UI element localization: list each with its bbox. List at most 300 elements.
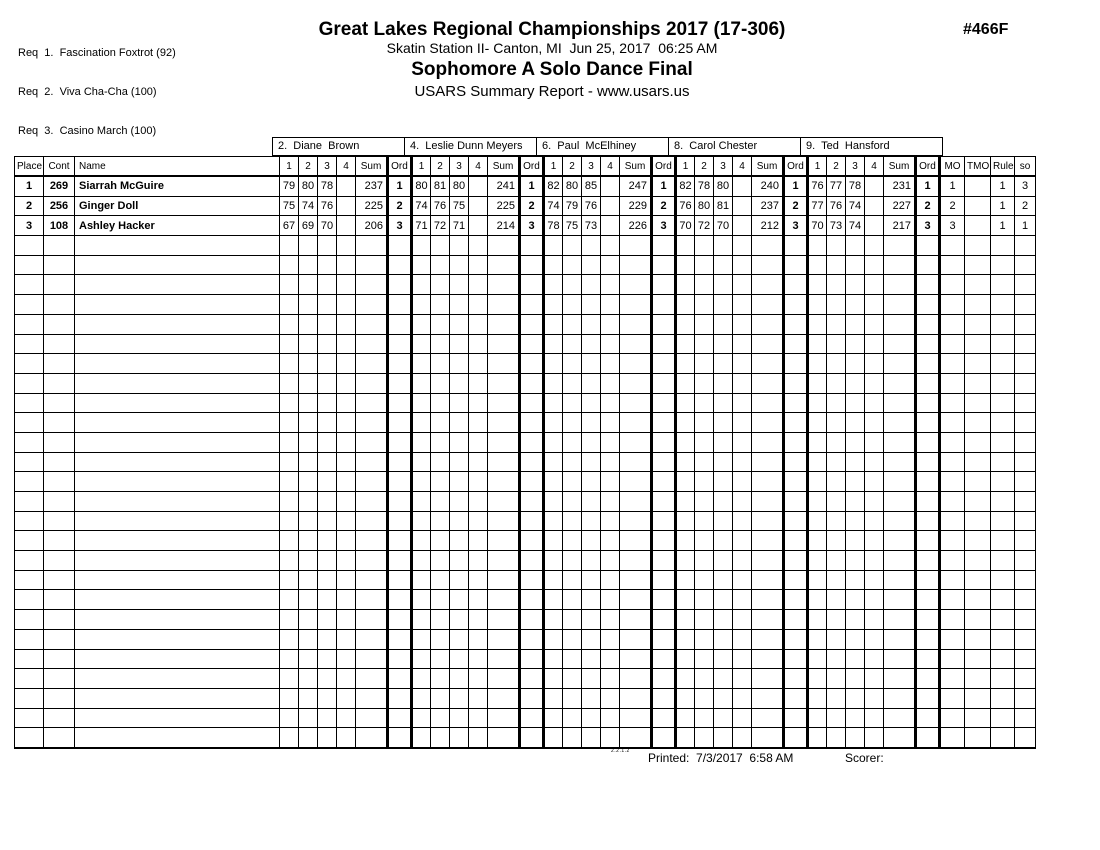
score-cell (695, 236, 714, 256)
score-cell (299, 610, 318, 630)
score-cell (846, 373, 865, 393)
score-cell (431, 669, 450, 689)
score-cell (280, 236, 299, 256)
ordinal-cell (652, 688, 676, 708)
score-cell (582, 452, 601, 472)
score-cell (337, 452, 356, 472)
sum-cell (488, 432, 520, 452)
score-cell (412, 669, 431, 689)
score-cell (318, 432, 337, 452)
sum-cell (884, 413, 916, 433)
score-cell (469, 452, 488, 472)
ordinal-cell (652, 314, 676, 334)
score-cell (318, 452, 337, 472)
sum-cell (356, 314, 388, 334)
empty-table-row (15, 393, 1036, 413)
score-cell (582, 413, 601, 433)
score-cell (827, 236, 846, 256)
empty-table-row (15, 649, 1036, 669)
sum-cell (620, 236, 652, 256)
skater-name-cell (75, 373, 280, 393)
score-cell (846, 432, 865, 452)
score-cell (412, 472, 431, 492)
empty-table-row (15, 570, 1036, 590)
scorer-label: Scorer: (845, 751, 884, 765)
score-cell (582, 629, 601, 649)
mo-cell (940, 531, 965, 551)
score-cell (582, 551, 601, 571)
tmo-cell (965, 236, 991, 256)
score-cell: 67 (280, 216, 299, 236)
score-cell (299, 393, 318, 413)
score-cell (714, 373, 733, 393)
score-cell: 80 (450, 176, 469, 196)
score-cell (412, 432, 431, 452)
rule-cell (991, 334, 1015, 354)
score-cell (582, 610, 601, 630)
rule-cell (991, 590, 1015, 610)
score-cell: 79 (280, 176, 299, 196)
ordinal-cell (916, 314, 940, 334)
col-header-sum: Sum (620, 157, 652, 177)
ordinal-cell (784, 295, 808, 315)
col-header-sum: Sum (752, 157, 784, 177)
score-cell (865, 511, 884, 531)
score-cell (280, 255, 299, 275)
sum-cell (488, 295, 520, 315)
score-cell (412, 373, 431, 393)
rule-cell (991, 452, 1015, 472)
score-cell (827, 629, 846, 649)
score-cell (469, 196, 488, 216)
score-cell: 81 (714, 196, 733, 216)
score-cell (733, 255, 752, 275)
tmo-cell (965, 216, 991, 236)
empty-table-row (15, 295, 1036, 315)
score-cell (412, 610, 431, 630)
score-cell (412, 570, 431, 590)
score-cell (469, 551, 488, 571)
score-cell (337, 373, 356, 393)
tmo-cell (965, 255, 991, 275)
skater-name-cell (75, 472, 280, 492)
sum-cell (356, 688, 388, 708)
score-cell (601, 728, 620, 748)
score-cell (865, 216, 884, 236)
mo-cell: 2 (940, 196, 965, 216)
ordinal-cell (652, 452, 676, 472)
score-cell (412, 511, 431, 531)
score-cell (469, 236, 488, 256)
score-cell (563, 432, 582, 452)
ordinal-cell (916, 551, 940, 571)
score-cell (431, 610, 450, 630)
tmo-cell (965, 570, 991, 590)
skater-name-cell: Ashley Hacker (75, 216, 280, 236)
score-cell (563, 610, 582, 630)
ordinal-cell (520, 373, 544, 393)
ordinal-cell (652, 295, 676, 315)
contestant-number-cell (44, 708, 75, 728)
ordinal-cell (652, 708, 676, 728)
score-cell (827, 432, 846, 452)
sum-cell (752, 728, 784, 748)
score-cell (318, 570, 337, 590)
score-cell (601, 472, 620, 492)
score-cell (412, 590, 431, 610)
score-cell (695, 255, 714, 275)
score-cell (676, 432, 695, 452)
score-cell (846, 570, 865, 590)
sum-cell (620, 728, 652, 748)
score-cell (695, 590, 714, 610)
contestant-number-cell (44, 610, 75, 630)
tmo-cell (965, 452, 991, 472)
score-cell (469, 629, 488, 649)
score-cell (733, 413, 752, 433)
score-cell (695, 649, 714, 669)
sum-cell (752, 255, 784, 275)
score-cell (714, 511, 733, 531)
score-cell (469, 492, 488, 512)
sum-cell: 206 (356, 216, 388, 236)
page-title: Great Lakes Regional Championships 2017 (17-306) (318, 19, 786, 40)
score-cell (733, 492, 752, 512)
score-cell (299, 236, 318, 256)
score-cell (695, 629, 714, 649)
score-cell: 77 (827, 176, 846, 196)
contestant-number-cell (44, 236, 75, 256)
score-cell (865, 373, 884, 393)
score-cell: 75 (563, 216, 582, 236)
place-cell (15, 314, 44, 334)
sum-cell (356, 275, 388, 295)
sum-cell (884, 728, 916, 748)
place-cell (15, 590, 44, 610)
score-cell (412, 314, 431, 334)
sum-cell (620, 354, 652, 374)
score-cell (469, 275, 488, 295)
score-cell (280, 570, 299, 590)
so-cell (1015, 728, 1036, 748)
tmo-cell (965, 708, 991, 728)
sum-cell (884, 590, 916, 610)
so-cell (1015, 314, 1036, 334)
mo-cell (940, 354, 965, 374)
col-header-score: 4 (733, 157, 752, 177)
score-cell (865, 551, 884, 571)
score-cell (563, 255, 582, 275)
ordinal-cell: 1 (784, 176, 808, 196)
score-cell (469, 432, 488, 452)
score-cell (450, 314, 469, 334)
sum-cell: 212 (752, 216, 784, 236)
score-cell (827, 649, 846, 669)
skater-name-cell (75, 629, 280, 649)
score-cell (695, 551, 714, 571)
sum-cell (752, 708, 784, 728)
score-cell (431, 334, 450, 354)
empty-table-row (15, 373, 1036, 393)
score-cell (337, 314, 356, 334)
score-cell: 75 (450, 196, 469, 216)
skater-name-cell (75, 393, 280, 413)
ordinal-cell (652, 432, 676, 452)
contestant-number-cell (44, 629, 75, 649)
so-cell (1015, 551, 1036, 571)
skater-name-cell: Ginger Doll (75, 196, 280, 216)
score-cell (563, 728, 582, 748)
score-cell (318, 334, 337, 354)
score-cell (846, 511, 865, 531)
sum-cell (356, 236, 388, 256)
score-cell (280, 413, 299, 433)
mo-cell (940, 492, 965, 512)
ordinal-cell: 2 (784, 196, 808, 216)
ordinal-cell (520, 511, 544, 531)
sum-cell (884, 649, 916, 669)
score-cell (318, 708, 337, 728)
so-cell (1015, 570, 1036, 590)
score-cell (544, 531, 563, 551)
ordinal-cell (916, 728, 940, 748)
ordinal-cell (520, 452, 544, 472)
score-cell (280, 373, 299, 393)
score-cell (469, 334, 488, 354)
rule-cell (991, 629, 1015, 649)
score-cell (412, 492, 431, 512)
score-cell (808, 649, 827, 669)
sum-cell (356, 669, 388, 689)
sum-cell (884, 314, 916, 334)
score-cell (865, 413, 884, 433)
ordinal-cell: 3 (388, 216, 412, 236)
sum-cell (884, 275, 916, 295)
score-cell (733, 216, 752, 236)
ordinal-cell (652, 236, 676, 256)
score-cell (714, 452, 733, 472)
so-cell (1015, 236, 1036, 256)
sum-cell (356, 334, 388, 354)
contestant-number-cell (44, 275, 75, 295)
score-cell (714, 649, 733, 669)
score-cell (865, 393, 884, 413)
sum-cell (884, 629, 916, 649)
score-cell (676, 472, 695, 492)
rule-cell (991, 511, 1015, 531)
score-cell (582, 393, 601, 413)
sum-cell (620, 255, 652, 275)
score-cell (337, 688, 356, 708)
score-cell (280, 688, 299, 708)
sum-cell (752, 649, 784, 669)
ordinal-cell: 1 (652, 176, 676, 196)
score-cell (714, 688, 733, 708)
place-cell (15, 255, 44, 275)
place-cell (15, 373, 44, 393)
empty-table-row (15, 413, 1036, 433)
score-cell (450, 373, 469, 393)
sum-cell (488, 590, 520, 610)
score-cell (469, 176, 488, 196)
score-cell (469, 373, 488, 393)
score-cell (299, 649, 318, 669)
ordinal-cell (784, 590, 808, 610)
place-cell (15, 413, 44, 433)
place-cell (15, 275, 44, 295)
skater-name-cell (75, 354, 280, 374)
ordinal-cell (388, 413, 412, 433)
score-cell (431, 629, 450, 649)
score-cell (676, 629, 695, 649)
contestant-number-cell (44, 511, 75, 531)
so-cell (1015, 688, 1036, 708)
score-cell (676, 511, 695, 531)
score-cell (733, 590, 752, 610)
sum-cell (884, 531, 916, 551)
score-cell (544, 629, 563, 649)
score-cell (318, 393, 337, 413)
ordinal-cell (784, 393, 808, 413)
score-cell (582, 432, 601, 452)
ordinal-cell (520, 255, 544, 275)
score-cell (733, 393, 752, 413)
score-cell (808, 629, 827, 649)
score-cell (865, 334, 884, 354)
ordinal-cell (388, 432, 412, 452)
score-cell (808, 531, 827, 551)
score-cell (582, 492, 601, 512)
score-cell (676, 708, 695, 728)
score-cell (431, 551, 450, 571)
score-cell (865, 472, 884, 492)
score-cell (601, 432, 620, 452)
score-cell (676, 610, 695, 630)
place-cell (15, 432, 44, 452)
score-cell (563, 570, 582, 590)
software-version: 2.2.1.2 (611, 748, 630, 754)
sum-cell (884, 373, 916, 393)
sum-cell (884, 236, 916, 256)
ordinal-cell (388, 472, 412, 492)
judge-header-box: 6. Paul McElhiney (536, 137, 679, 156)
score-cell (450, 492, 469, 512)
mo-cell (940, 511, 965, 531)
place-cell (15, 511, 44, 531)
score-cell (431, 255, 450, 275)
score-cell (676, 334, 695, 354)
score-cell (431, 236, 450, 256)
tmo-cell (965, 511, 991, 531)
score-cell (733, 669, 752, 689)
skater-name-cell (75, 413, 280, 433)
score-cell (676, 393, 695, 413)
score-cell (865, 432, 884, 452)
score-cell (733, 334, 752, 354)
so-cell (1015, 669, 1036, 689)
score-cell (865, 196, 884, 216)
score-cell (846, 275, 865, 295)
score-cell (582, 531, 601, 551)
sum-cell (884, 492, 916, 512)
score-cell (827, 295, 846, 315)
sum-cell (488, 393, 520, 413)
score-cell (318, 492, 337, 512)
sum-cell: 240 (752, 176, 784, 196)
score-cell: 70 (318, 216, 337, 236)
col-header-tmo: TMO (965, 157, 991, 177)
score-cell (431, 728, 450, 748)
score-cell (865, 531, 884, 551)
empty-table-row (15, 590, 1036, 610)
score-cell (582, 649, 601, 669)
score-cell (318, 236, 337, 256)
score-cell (714, 728, 733, 748)
score-cell (827, 590, 846, 610)
ordinal-cell (652, 393, 676, 413)
score-cell (299, 590, 318, 610)
score-cell (450, 472, 469, 492)
sum-cell (620, 570, 652, 590)
score-cell (563, 688, 582, 708)
score-cell: 82 (544, 176, 563, 196)
score-cell (450, 452, 469, 472)
score-cell (601, 649, 620, 669)
score-cell (846, 413, 865, 433)
score-cell (337, 708, 356, 728)
score-cell (695, 334, 714, 354)
score-cell (846, 472, 865, 492)
ordinal-cell (520, 334, 544, 354)
rule-cell (991, 728, 1015, 748)
score-cell (695, 610, 714, 630)
ordinal-cell (916, 413, 940, 433)
sum-cell (884, 432, 916, 452)
venue-date-line: Skatin Station II- Canton, MI Jun 25, 2017 06:25 AM (386, 40, 718, 56)
score-cell (582, 236, 601, 256)
sum-cell (752, 511, 784, 531)
score-cell (337, 432, 356, 452)
score-cell: 85 (582, 176, 601, 196)
mo-cell (940, 551, 965, 571)
contestant-number-cell (44, 531, 75, 551)
sum-cell: 225 (356, 196, 388, 216)
score-cell (865, 688, 884, 708)
score-cell (827, 570, 846, 590)
score-cell: 74 (412, 196, 431, 216)
sum-cell (488, 511, 520, 531)
score-cell (827, 472, 846, 492)
score-cell (563, 295, 582, 315)
score-cell: 74 (846, 216, 865, 236)
score-cell (808, 610, 827, 630)
contestant-number-cell (44, 590, 75, 610)
score-cell (450, 728, 469, 748)
ordinal-cell (520, 472, 544, 492)
skater-name-cell (75, 570, 280, 590)
ordinal-cell (388, 590, 412, 610)
score-cell (676, 354, 695, 374)
score-cell (676, 688, 695, 708)
tmo-cell (965, 354, 991, 374)
col-header-score: 4 (865, 157, 884, 177)
score-cell (714, 629, 733, 649)
ordinal-cell: 2 (388, 196, 412, 216)
score-cell (714, 255, 733, 275)
so-cell (1015, 649, 1036, 669)
sum-cell (620, 295, 652, 315)
score-cell (450, 393, 469, 413)
